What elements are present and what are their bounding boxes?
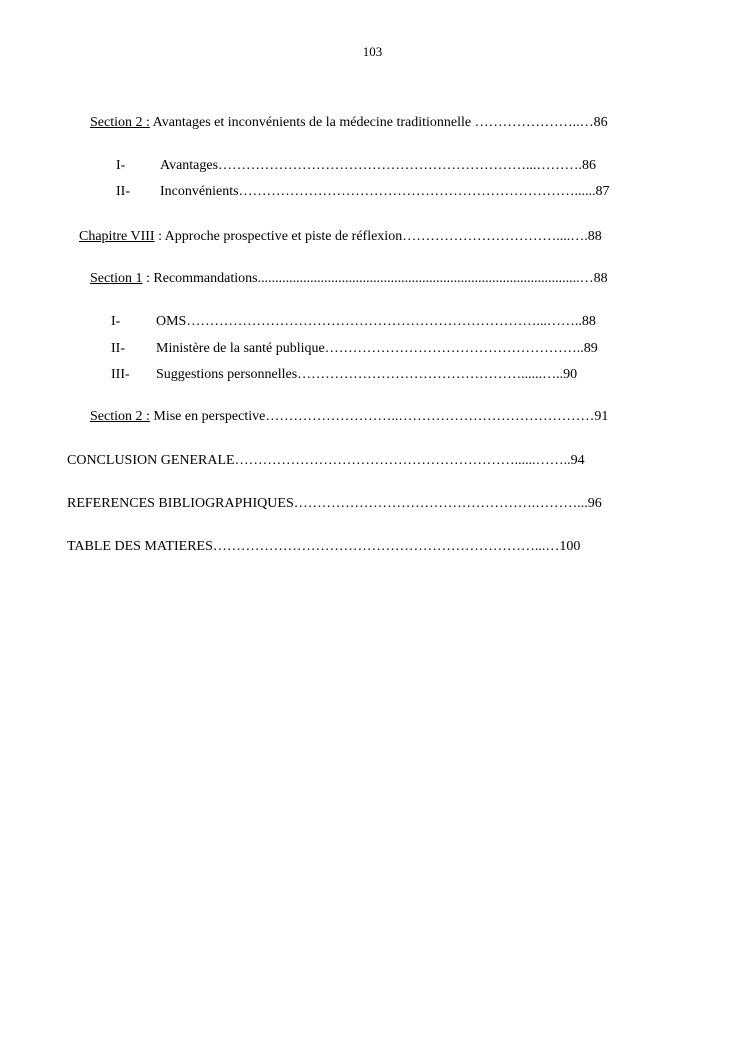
page-number: 103	[362, 44, 383, 59]
toc-conclusion: CONCLUSION GENERALE……………………………………………………......……..94	[67, 453, 585, 468]
toc-chapter-label: Chapitre VIII	[79, 229, 155, 244]
toc-item-inconvenients	[116, 183, 610, 201]
toc-section-2-perspective	[90, 408, 608, 426]
toc-item-title: Inconvénients………………………………………………………………......87	[160, 184, 610, 199]
toc-item-title: Ministère de la santé publique………………………………………………..89	[156, 341, 598, 356]
toc-item-title: Suggestions personnelles…………………………………………......…..90	[156, 367, 578, 382]
toc-section-title: Avantages et inconvénients de la médecine traditionnelle …………………..…86	[149, 115, 608, 130]
toc-section-1-recommandations	[90, 270, 608, 288]
toc-item-oms	[111, 313, 596, 331]
toc-item-ministere	[111, 340, 598, 358]
toc-section-title: : Recommandations............................................................................................…88	[142, 271, 608, 286]
toc-item-suggestions	[111, 366, 577, 384]
toc-item-number: II-	[111, 341, 125, 356]
toc-section-label: Section 2 :	[90, 115, 150, 130]
toc-section-title: Mise en perspective………………………..……………………………………91	[149, 409, 609, 424]
toc-section-label: Section 2 :	[90, 409, 150, 424]
toc-item-avantages	[116, 157, 596, 175]
toc-item-title: OMS…………………………………………………………………...……..88	[156, 314, 596, 329]
toc-item-title: Avantages…………………………………………………………...……….86	[160, 158, 597, 173]
toc-item-number: II-	[116, 184, 130, 199]
toc-section-label: Section 1	[90, 271, 143, 286]
toc-chapter-title: : Approche prospective et piste de réflexion……………………………....….88	[154, 229, 602, 244]
toc-chapter-8	[79, 228, 602, 246]
toc-section-2-advantages	[90, 114, 608, 132]
toc-item-number: I-	[116, 158, 126, 173]
toc-item-number: III-	[111, 367, 130, 382]
toc-item-number: I-	[111, 314, 121, 329]
toc-references: REFERENCES BIBLIOGRAPHIQUES…………………………………………….………...96	[67, 496, 602, 511]
toc-table-matieres: TABLE DES MATIERES……………………………………………………………...…100	[67, 539, 581, 554]
